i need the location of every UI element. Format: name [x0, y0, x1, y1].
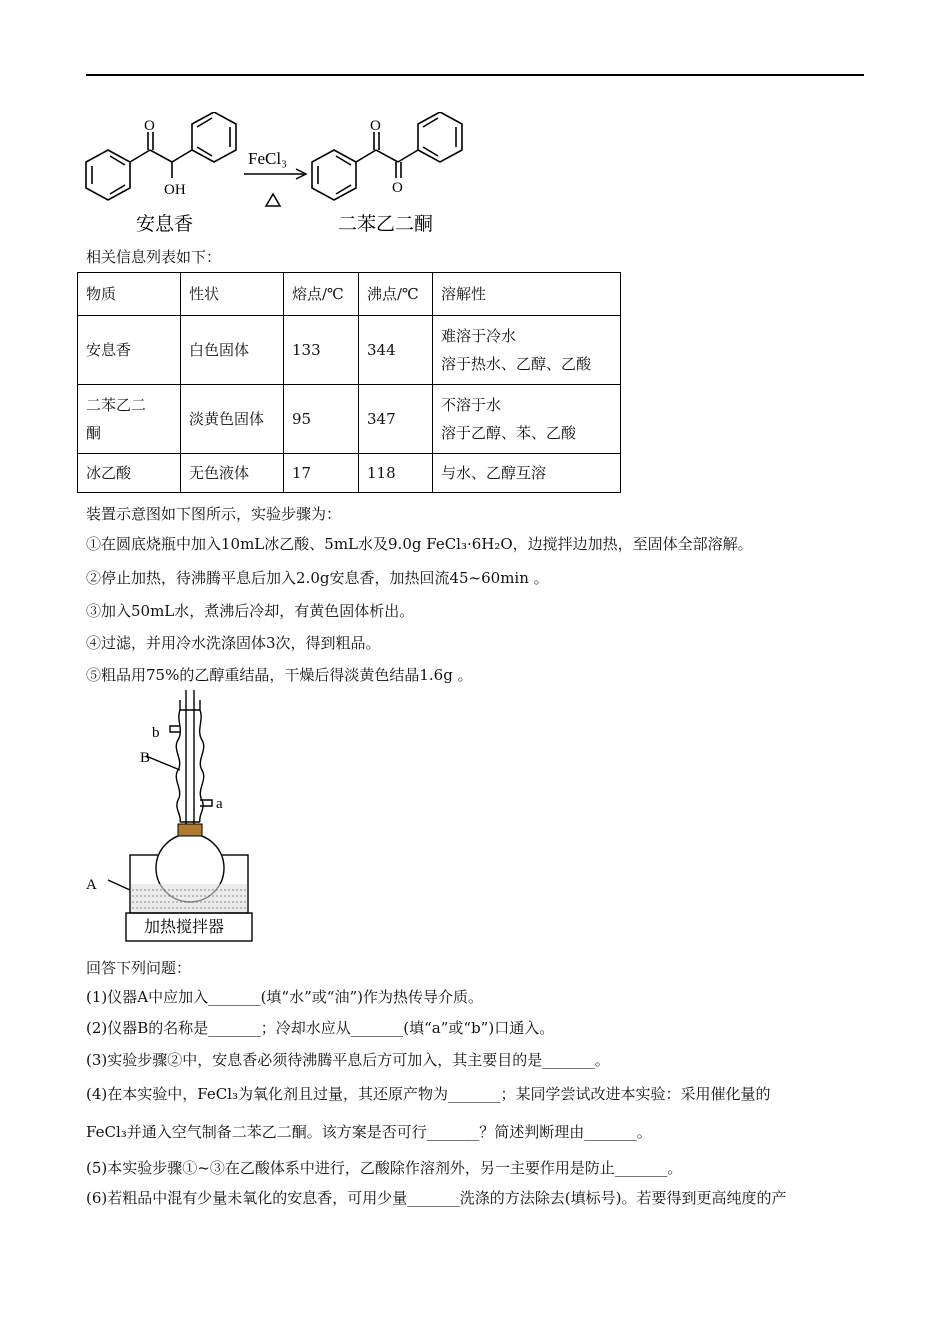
- product-name: 二苯乙二酮: [338, 213, 434, 235]
- benzil-o1-label: O: [370, 118, 381, 134]
- bp-cell: 344: [359, 316, 433, 385]
- state-cell: 淡黄色固体: [181, 385, 284, 454]
- substance-cell: 安息香: [78, 316, 181, 385]
- reactant-name: 安息香: [136, 213, 194, 235]
- benzoin-structure: [86, 112, 236, 200]
- header-cell: 性状: [181, 273, 284, 316]
- mp-cell: 133: [284, 316, 359, 385]
- header-cell: 沸点/℃: [359, 273, 433, 316]
- step-4: ④过滤，并用冷水洗涤固体3次，得到粗品。: [86, 634, 381, 652]
- table-header-row: [78, 273, 621, 316]
- benzil-o2-label: O: [392, 180, 403, 196]
- steps-intro: 装置示意图如下图所示，实验步骤为：: [86, 505, 342, 523]
- bath-A-label: A: [86, 877, 97, 893]
- outlet-b-label: b: [152, 725, 160, 741]
- question-2: (2)仪器B的名称是_______；冷却水应从_______(填“a”或“b”)口通入。: [86, 1019, 555, 1037]
- header-cell: 物质: [78, 273, 181, 316]
- step-1: ①在圆底烧瓶中加入10mL冰乙酸、5mL水及9.0g FeCl₃·6H₂O，边搅拌边加热，至固体全部溶解。: [86, 535, 753, 553]
- header-cell: 熔点/℃: [284, 273, 359, 316]
- question-3: (3)实验步骤②中，安息香必须待沸腾平息后方可加入，其主要目的是_______。: [86, 1051, 610, 1069]
- apparatus-diagram: [82, 690, 262, 945]
- benzil-structure: [312, 112, 462, 200]
- heater-label: 加热搅拌器: [144, 917, 225, 936]
- step-5: ⑤粗品用75%的乙醇重结晶，干燥后得淡黄色结晶1.6g 。: [86, 666, 473, 684]
- outlet-a-label: a: [216, 796, 223, 812]
- question-4b: FeCl₃并通入空气制备二苯乙二酮。该方案是否可行_______？简述判断理由_______。: [86, 1123, 652, 1141]
- properties-table: [77, 272, 621, 493]
- question-1: (1)仪器A中应加入_______(填“水”或“油”)作为热传导介质。: [86, 988, 483, 1006]
- state-cell: 无色液体: [181, 454, 284, 493]
- solubility-cell: 难溶于冷水 溶于热水、乙醇、乙酸: [433, 316, 621, 385]
- substance-cell: 冰乙酸: [78, 454, 181, 493]
- table-row: [78, 454, 621, 493]
- table-row: [78, 316, 621, 385]
- hydroxyl-label: OH: [164, 182, 186, 198]
- header-rule: [86, 74, 864, 76]
- table-title: 相关信息列表如下：: [86, 248, 222, 266]
- step-3: ③加入50mL水，煮沸后冷却，有黄色固体析出。: [86, 602, 415, 620]
- carbonyl-o-label: O: [144, 118, 155, 134]
- reagent-label: FeCl₃: [248, 149, 287, 168]
- question-4a: (4)在本实验中，FeCl₃为氧化剂且过量，其还原产物为_______；某同学尝试改进本实验：采用催化量的: [86, 1085, 771, 1103]
- question-5: (5)本实验步骤①~③在乙酸体系中进行，乙酸除作溶剂外，另一主要作用是防止_______。: [86, 1159, 683, 1177]
- substance-cell: 二苯乙二 酮: [78, 385, 181, 454]
- table-row: [78, 385, 621, 454]
- mp-cell: 95: [284, 385, 359, 454]
- step-2: ②停止加热，待沸腾平息后加入2.0g安息香，加热回流45~60min 。: [86, 569, 549, 587]
- state-cell: 白色固体: [181, 316, 284, 385]
- solubility-cell: 与水、乙醇互溶: [433, 454, 621, 493]
- bp-cell: 347: [359, 385, 433, 454]
- question-6: (6)若粗品中混有少量未氧化的安息香，可用少量_______洗涤的方法除去(填标号)。若要得到更高纯度的产: [86, 1189, 787, 1207]
- bp-cell: 118: [359, 454, 433, 493]
- mp-cell: 17: [284, 454, 359, 493]
- reaction-scheme: [80, 112, 480, 242]
- header-cell: 溶解性: [433, 273, 621, 316]
- questions-intro: 回答下列问题：: [86, 959, 192, 977]
- solubility-cell: 不溶于水 溶于乙醇、苯、乙酸: [433, 385, 621, 454]
- condenser-B-label: B: [140, 750, 151, 766]
- reaction-arrow: [244, 169, 306, 206]
